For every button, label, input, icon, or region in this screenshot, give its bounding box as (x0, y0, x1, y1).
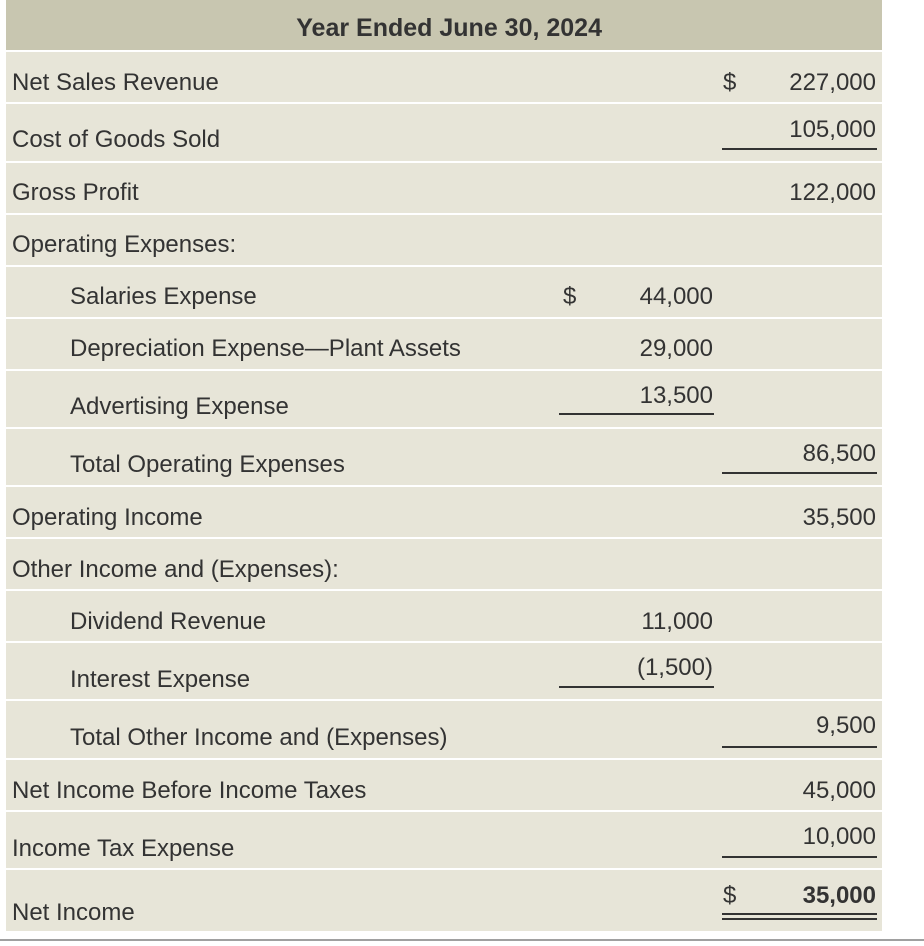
dollar-sign: $ (563, 283, 577, 310)
net-sales-revenue-amount: 227,000 (789, 69, 876, 96)
cost-of-goods-sold-label: Cost of Goods Sold (12, 126, 221, 153)
row-dividend-revenue (6, 591, 882, 641)
gross-profit-label: Gross Profit (12, 179, 139, 206)
row-gross-profit (6, 163, 882, 213)
row-advertising-expense (6, 371, 882, 427)
row-net-sales-revenue (6, 52, 882, 102)
income-tax-expense-amount: 10,000 (802, 823, 876, 850)
row-net-income-before-taxes (6, 760, 882, 810)
advertising-expense-label: Advertising Expense (70, 393, 289, 420)
row-depreciation-expense (6, 319, 882, 369)
row-interest-expense (6, 643, 882, 699)
subtotal-rule (722, 472, 877, 474)
total-other-income-label: Total Other Income and (Expenses) (70, 724, 448, 751)
advertising-expense-amount: 13,500 (639, 382, 713, 409)
salaries-expense-label: Salaries Expense (70, 283, 257, 310)
row-income-tax-expense (6, 812, 882, 868)
period-title: Year Ended June 30, 2024 (296, 14, 602, 42)
interest-expense-label: Interest Expense (70, 666, 251, 693)
subtotal-rule (722, 856, 877, 858)
subtotal-rule (722, 148, 877, 150)
dollar-sign: $ (723, 69, 737, 96)
net-income-before-taxes-label: Net Income Before Income Taxes (12, 777, 367, 804)
dividend-revenue-amount: 11,000 (641, 608, 713, 635)
operating-income-amount: 35,500 (802, 504, 876, 531)
row-total-other-income (6, 701, 882, 758)
dollar-sign: $ (723, 882, 737, 909)
subtotal-rule (559, 686, 714, 688)
row-salaries-expense (6, 267, 882, 317)
other-income-heading: Other Income and (Expenses): (12, 556, 339, 583)
net-income-amount: 35,000 (802, 882, 876, 909)
double-rule-top (722, 913, 877, 915)
dividend-revenue-label: Dividend Revenue (70, 608, 267, 635)
row-other-income-heading (6, 539, 882, 589)
depreciation-expense-label: Depreciation Expense—Plant Assets (70, 335, 461, 362)
operating-income-label: Operating Income (12, 504, 203, 531)
income-statement (6, 0, 882, 941)
operating-expenses-heading: Operating Expenses: (12, 231, 237, 258)
row-operating-income (6, 487, 882, 537)
bottom-divider (0, 939, 924, 941)
income-tax-expense-label: Income Tax Expense (12, 835, 235, 862)
gross-profit-amount: 122,000 (789, 179, 876, 206)
interest-expense-amount: (1,500) (636, 654, 713, 681)
double-rule-bottom (722, 918, 877, 920)
total-other-income-amount: 9,500 (815, 712, 876, 739)
subtotal-rule (722, 746, 877, 748)
depreciation-expense-amount: 29,000 (639, 335, 713, 362)
total-operating-expenses-amount: 86,500 (802, 440, 876, 467)
row-net-income (6, 870, 882, 931)
row-operating-expenses-heading (6, 215, 882, 265)
statement-header (6, 0, 882, 50)
row-cost-of-goods-sold (6, 104, 882, 161)
net-sales-revenue-label: Net Sales Revenue (12, 69, 219, 96)
cost-of-goods-sold-amount: 105,000 (789, 116, 876, 143)
total-operating-expenses-label: Total Operating Expenses (70, 451, 345, 478)
net-income-label: Net Income (12, 899, 135, 926)
row-total-operating-expenses (6, 429, 882, 485)
subtotal-rule (559, 413, 714, 415)
salaries-expense-amount: 44,000 (639, 283, 713, 310)
net-income-before-taxes-amount: 45,000 (802, 777, 876, 804)
